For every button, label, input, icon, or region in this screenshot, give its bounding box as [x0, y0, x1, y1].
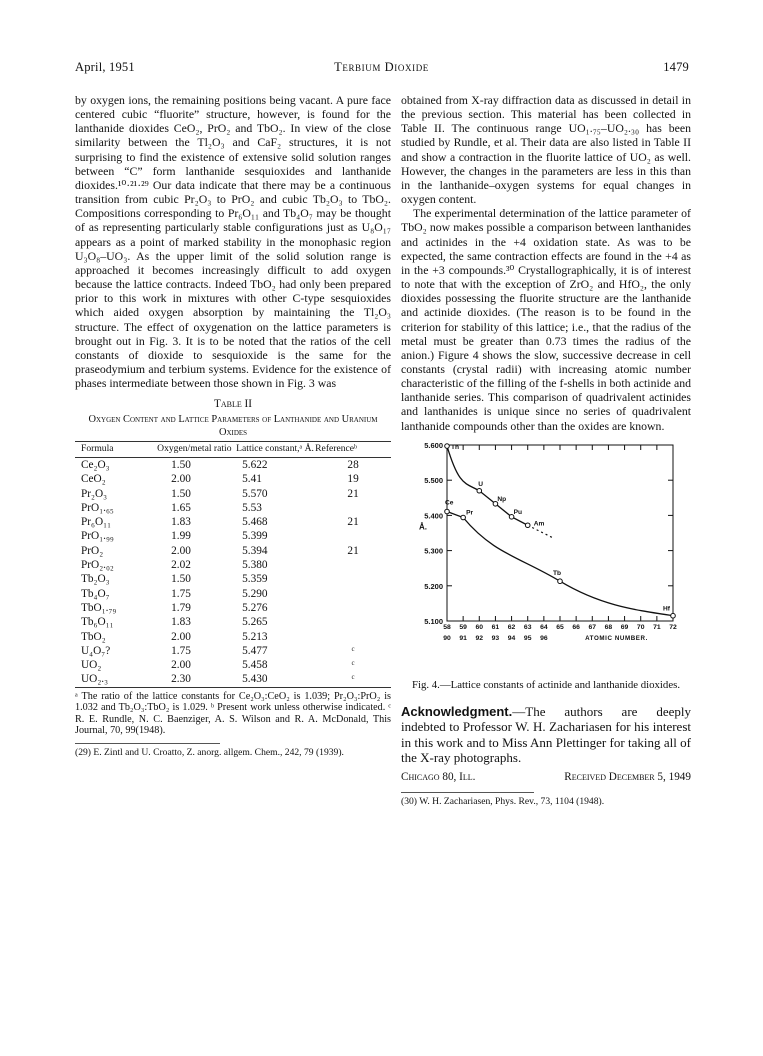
cell-lattice: 5.41: [242, 473, 262, 486]
cell-ref: [315, 601, 391, 615]
cell-ref: [315, 529, 391, 543]
cell-ref: ᶜ: [315, 672, 391, 687]
body-paragraph: by oxygen ions, the remaining positions being vacant. A pure face centered cubic “fluorite” structure, however, is found for the lanthanide dioxides CeO₂, PrO₂ and TbO₂. In view of the close similarity between the Tl₂O₃ and CaF₂ structures, it is not surprising to find the existence of extensive solid solution ranges between “C” form lanthanide sesquioxides and lanthanide dioxides.¹⁰·²¹·²⁹ Our data indicate that there may be a continuous transition from cubic Pr₂O₃ to PrO₂ and cubic Tb₂O₃ to TbO₂. Compositions corresponding to Pr₆O₁₁ and Tb₄O₇ may be thought of as representing particularly stable configurations just as U₈O₁₇ appears as a point of marked stability in the monophasic region U₃O₈–UO₃. As the upper limit of the solid solution range is approached it becomes increasingly difficult to add oxygen because the lattice contracts. Indeed TbO₂ had only been prepared prior to this work in mixtures with other C-type sesquioxides which aided oxygen absorption by maintaining the Tl₂O₃ structure. The effect of oxygenation on the lattice parameters is brought out in Fig. 3. It is to be noted that the ratios of the cell constants of dioxide to sesquioxide is the same for the praseodymium and terbium systems. Evidence for the existence of phases intermediate between those shown in Fig. 3 was: [75, 93, 391, 391]
cell-ref: [315, 630, 391, 644]
cell-formula: UO₂: [81, 659, 102, 672]
cell-ref: ᶜ: [351, 659, 355, 672]
plot-frame: [447, 445, 673, 621]
data-label-am: Am: [533, 520, 545, 528]
cell-ref: 21: [347, 544, 359, 557]
x-tick-label-lanthanide: 68: [604, 623, 613, 631]
cell-lattice: 5.458: [242, 659, 268, 672]
acknowledgment-heading: Acknowledgment.: [401, 703, 513, 719]
table-row: [75, 615, 391, 629]
cell-formula: Tb₂O₃: [81, 573, 110, 586]
x-tick-label-actinide: 91: [459, 634, 467, 642]
table-row: [75, 515, 391, 529]
table-title: Oxygen Content and Lattice Parameters of Lanthanide and Uranium Oxides: [88, 414, 378, 439]
table-row: [75, 558, 391, 572]
cell-ratio: 2.00: [171, 473, 191, 486]
right-column: [401, 93, 691, 807]
cell-ref: [315, 572, 391, 586]
table-row: [75, 672, 391, 687]
cell-formula: PrO₂.₀₂: [81, 559, 114, 572]
y-tick-label: 5.200: [424, 581, 443, 591]
acknowledgment: [401, 704, 691, 766]
table-row: [75, 457, 391, 472]
cell-ratio: 1.99: [171, 530, 191, 543]
cell-ratio: 1.75: [171, 644, 191, 657]
lattice-table: [75, 441, 391, 687]
cell-ratio: 2.00: [171, 630, 191, 643]
page-number: 1479: [663, 60, 689, 74]
data-label-pr: Pr: [466, 509, 474, 517]
x-tick-label-actinide: 96: [540, 634, 548, 642]
cell-ratio: 1.83: [171, 616, 191, 629]
cell-ref: 21: [347, 487, 359, 500]
cell-formula: Tb₄O₇: [81, 587, 110, 600]
y-tick-label: 5.100: [424, 616, 443, 626]
x-tick-label-actinide: 92: [475, 634, 484, 642]
cell-formula: U₄O₇?: [81, 644, 111, 657]
figure-caption: Fig. 4.—Lattice constants of actinide and lanthanide dioxides.: [411, 678, 681, 691]
table-row: [75, 572, 391, 586]
cell-ref: 19: [347, 473, 359, 486]
cell-ratio: 1.79: [171, 601, 191, 614]
x-tick-label-lanthanide: 70: [636, 623, 645, 631]
cell-lattice: 5.290: [242, 587, 268, 600]
data-label-u: U: [478, 480, 484, 488]
y-tick-label: 5.300: [424, 546, 443, 556]
cell-ratio: 1.65: [171, 501, 191, 514]
y-tick-label: 5.600: [424, 440, 443, 450]
x-tick-label-actinide: 93: [491, 634, 500, 642]
left-column: [75, 93, 391, 758]
data-point-ce: [445, 509, 450, 514]
cell-formula: Pr₆O₁₁: [81, 516, 112, 529]
table-row: [75, 501, 391, 515]
table-row: [75, 601, 391, 615]
cell-lattice: 5.570: [242, 487, 268, 500]
cell-ref: 28: [347, 458, 359, 471]
x-tick-label-lanthanide: 60: [475, 623, 484, 631]
data-label-tb: Tb: [553, 569, 562, 577]
cell-ratio: 1.83: [171, 516, 191, 529]
cell-lattice: 5.53: [242, 501, 262, 514]
x-tick-label-lanthanide: 62: [507, 623, 516, 631]
x-tick-label-lanthanide: 63: [523, 623, 532, 631]
table-row: [75, 472, 391, 486]
data-point-u: [477, 488, 482, 493]
cell-formula: Pr₂O₃: [81, 487, 108, 500]
table-footnote: ᵃ The ratio of the lattice constants for Ce₂O₃:CeO₂ is 1.039; Pr₂O₃:PrO₂ is 1.032 and Tb₂O₃:TbO₂ is 1.029. ᵇ Present work unless otherwise indicated. ᶜ R. E. Rundle, N. C. Baenziger, A. S. Wilson and R. A. McDonald, This Journal, 70, 99(1948).: [75, 690, 391, 737]
x-tick-label-lanthanide: 64: [540, 623, 548, 631]
x-tick-label-lanthanide: 61: [491, 623, 500, 631]
cell-lattice: 5.380: [242, 559, 268, 572]
cell-ratio: 2.00: [171, 659, 191, 672]
table-row: [75, 529, 391, 543]
cell-ref: [315, 501, 391, 515]
cell-formula: UO₂.₃: [75, 672, 157, 687]
x-axis-title: ATOMIC NUMBER.: [585, 634, 648, 642]
body-paragraph: The experimental determination of the lattice parameter of TbO₂ now makes possible a comparison between lanthanides and actinides in the +4 oxidation state. As was to be expected, the same contraction effects are found in the +4 as in the +3 compounds.³⁰ Crystallographically, it is of interest to note that with the exception of ZrO₂ and HfO₂, the only dioxides possessing the fluorite structure are the lanthanide and actinide dioxides. (The reason is to be found in the criterion for stability of this lattice; i.e., that the radius of the metal must be greater than 0.73 times the radius of the anion.) Figure 4 shows the slow, successive decrease in cell constants (crystal radii) with increasing atomic number characteristic of the filling of the f-shells in both actinide and lanthanide series. This comparison of quadrivalent actinides and lanthanides is unique since no series of quadrivalent lanthanide compounds other than the oxides are known.: [401, 206, 691, 433]
cell-ratio: 2.00: [171, 544, 191, 557]
data-point-hf: [671, 613, 676, 618]
table-row: [75, 658, 391, 672]
x-tick-label-lanthanide: 72: [669, 623, 677, 631]
table-caption: Table II: [214, 398, 252, 411]
received-date: Received December 5, 1949: [564, 770, 691, 783]
data-point-pr: [461, 515, 466, 520]
cell-lattice: 5.359: [242, 573, 268, 586]
cell-lattice: 5.394: [242, 544, 268, 557]
cell-formula: TbO₁.₇₉: [81, 601, 117, 614]
acknowledgment-text: —The authors are deeply indebted to Professor W. H. Zachariasen for his interest in this work and to Miss Ann Plettinger for taking all of the X-ray photographs.: [401, 703, 691, 766]
cell-lattice: 5.265: [242, 616, 268, 629]
x-tick-label-lanthanide: 67: [588, 623, 597, 631]
col-header-formula: Formula: [75, 442, 157, 458]
col-header-reference: Referenceᵇ: [315, 442, 391, 458]
cell-ref: ᶜ: [351, 644, 355, 657]
y-axis-label: Å.: [419, 522, 427, 532]
cell-lattice: 5.477: [242, 644, 268, 657]
running-header-date: April, 1951: [75, 60, 135, 74]
data-label-hf: Hf: [663, 605, 670, 613]
body-paragraph: obtained from X-ray diffraction data as discussed in detail in the previous section. This material has been collected in Table II. The continuous range UO₁.₇₅–UO₂.₃₀ has been studied by Rundle, et al. Their data are also listed in Table II and show a contraction in the fluorite lattice of UO₂ as well. However, the changes in the parameters are less in this than in the lanthanide–oxygen systems for equal changes in oxygen content.: [401, 93, 691, 207]
cell-ref: [315, 558, 391, 572]
col-header-ratio: Oxygen/metal ratio: [157, 442, 236, 458]
data-point-tb: [558, 579, 563, 584]
cell-lattice: 5.213: [242, 630, 268, 643]
cell-formula: Tb₆O₁₁: [81, 616, 114, 629]
lanthanide-curve: [447, 508, 673, 615]
cell-formula: CeO₂: [81, 473, 106, 486]
table-row: [75, 487, 391, 501]
cell-lattice: 5.399: [242, 530, 268, 543]
lattice-constant-chart: [401, 437, 691, 677]
address-line: [401, 770, 691, 784]
col-header-lattice: Lattice constant,ᵃ Å.: [236, 442, 315, 458]
table-row: [75, 587, 391, 601]
cell-ratio: 2.30: [157, 672, 236, 687]
data-label-ce: Ce: [445, 499, 454, 507]
running-header-title: Terbium Dioxide: [334, 60, 429, 74]
cell-lattice: 5.622: [242, 458, 268, 471]
cell-ratio: 1.50: [171, 573, 191, 586]
footnote-divider: [75, 743, 220, 744]
data-point-am: [525, 523, 530, 528]
figure-4: [401, 437, 691, 677]
y-tick-label: 5.500: [424, 475, 443, 485]
x-tick-label-actinide: 94: [507, 634, 516, 642]
cell-formula: Ce₂O₃: [81, 458, 110, 471]
table-row: [75, 630, 391, 644]
data-label-th: Th: [451, 443, 460, 451]
table-row: [75, 644, 391, 658]
cell-ratio: 1.50: [171, 458, 191, 471]
x-tick-label-lanthanide: 58: [443, 623, 451, 631]
data-point-th: [445, 444, 450, 449]
cell-ref: [315, 615, 391, 629]
cell-formula: PrO₂: [81, 544, 104, 557]
cell-ratio: 1.50: [171, 487, 191, 500]
address-city: Chicago 80, Ill.: [401, 770, 476, 783]
reference-30: (30) W. H. Zachariasen, Phys. Rev., 73, 1104 (1948).: [401, 795, 605, 807]
reference-29: (29) E. Zintl and U. Croatto, Z. anorg. allgem. Chem., 242, 79 (1939).: [75, 746, 344, 758]
cell-ratio: 1.75: [171, 587, 191, 600]
x-tick-label-lanthanide: 59: [459, 623, 467, 631]
table-row: [75, 544, 391, 558]
cell-ref: 21: [347, 516, 359, 529]
y-tick-label: 5.400: [424, 511, 443, 521]
cell-formula: TbO₂: [81, 630, 106, 643]
cell-ref: [315, 587, 391, 601]
x-tick-label-lanthanide: 71: [653, 623, 661, 631]
cell-formula: PrO₁.₆₅: [81, 501, 114, 514]
cell-ratio: 2.02: [171, 559, 191, 572]
x-tick-label-actinide: 90: [443, 634, 451, 642]
data-label-pu: Pu: [513, 508, 523, 516]
data-label-np: Np: [497, 495, 507, 503]
x-tick-label-lanthanide: 65: [556, 623, 564, 631]
x-tick-label-lanthanide: 69: [620, 623, 629, 631]
cell-formula: PrO₁.₉₉: [81, 530, 114, 543]
x-tick-label-actinide: 95: [523, 634, 532, 642]
cell-lattice: 5.276: [242, 601, 268, 614]
footnote-divider: [401, 792, 534, 793]
cell-lattice: 5.430: [236, 672, 315, 687]
cell-lattice: 5.468: [242, 516, 268, 529]
x-tick-label-lanthanide: 66: [572, 623, 580, 631]
table-body: [75, 457, 391, 687]
